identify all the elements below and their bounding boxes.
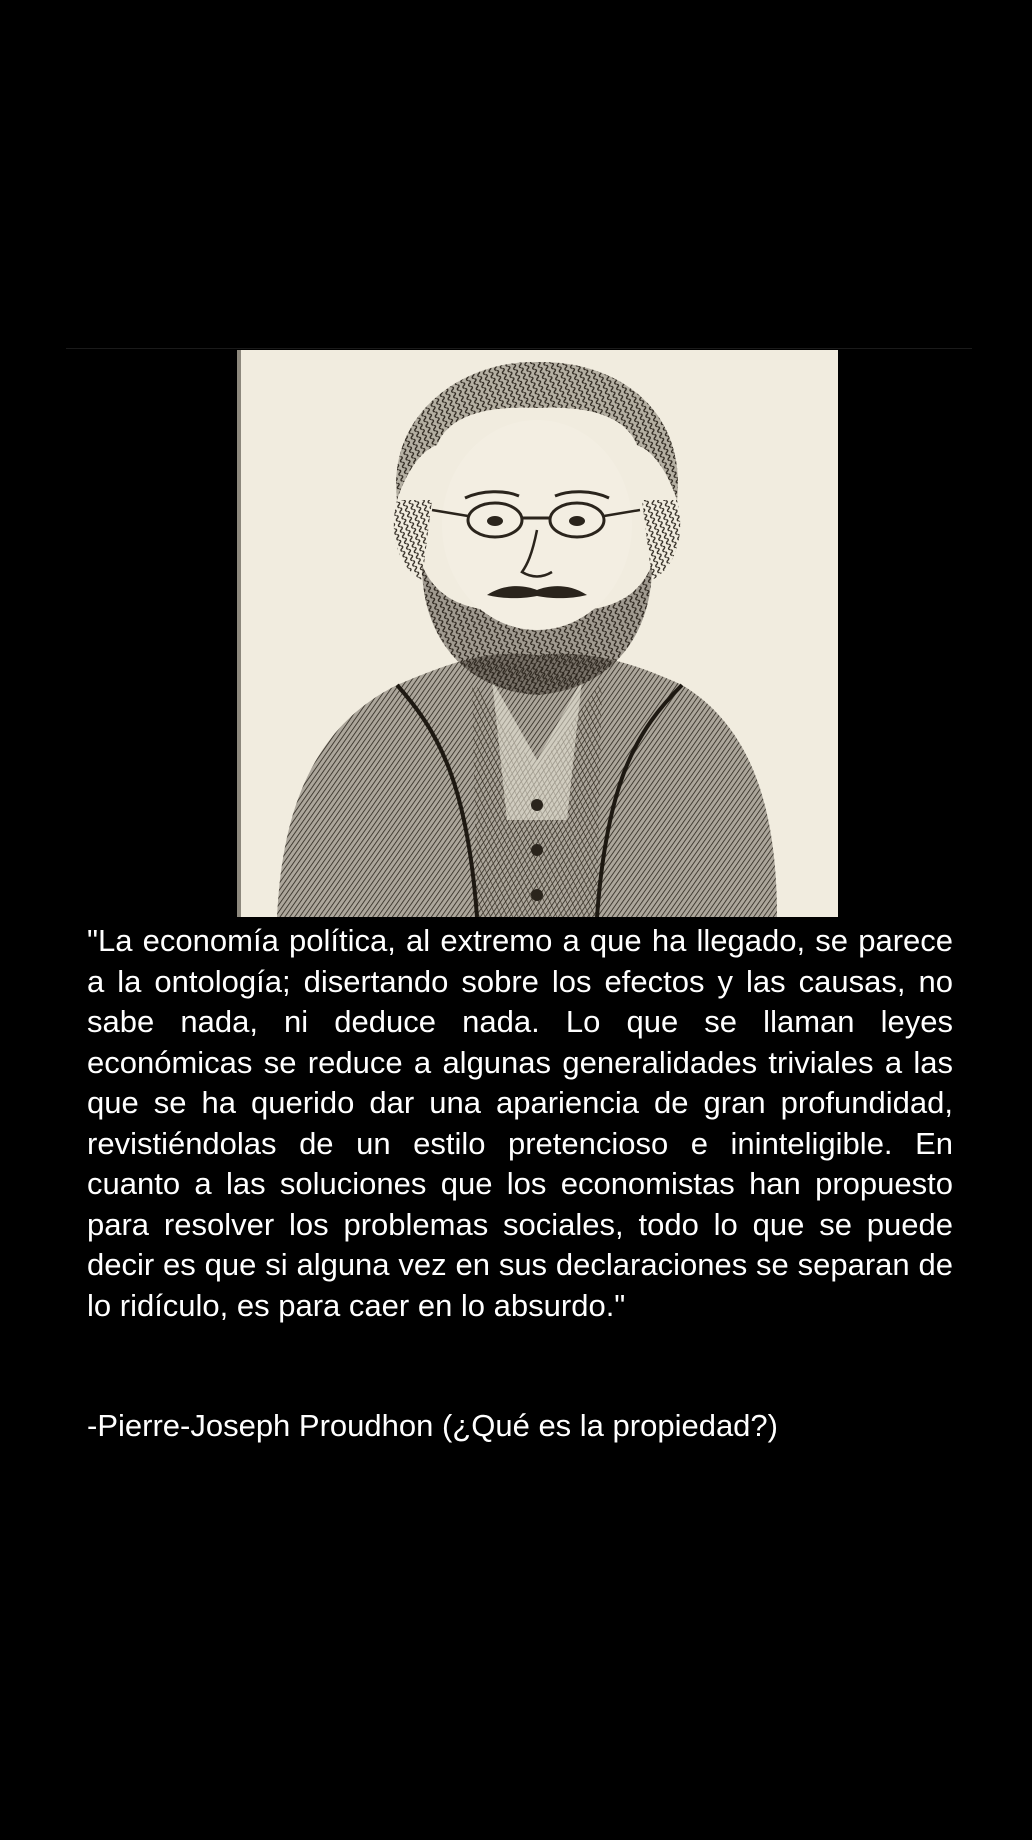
quote-block: [87, 921, 953, 1326]
portrait-image: [237, 350, 838, 917]
divider-line: [66, 348, 972, 349]
portrait-engraving-icon: [237, 350, 838, 917]
quote-text: "La economía política, al extremo a que ha llegado, se parece a la ontología; disertando sobre los efectos y las causas, no sabe nada, ni deduce nada. Lo que se llaman leyes económicas se reduce a algunas generalidades triviales a las que se ha querido dar una apariencia de gran profundidad, revistiéndolas de un estilo pretencioso e ininteligible. En cuanto a las soluciones que los economistas han propuesto para resolver los problemas sociales, todo lo que se puede decir es que si alguna vez en sus declaraciones se separan de lo ridículo, es para caer en lo absurdo.": [87, 923, 953, 1323]
quote-attribution: -Pierre-Joseph Proudhon (¿Qué es la propiedad?): [87, 1408, 778, 1443]
